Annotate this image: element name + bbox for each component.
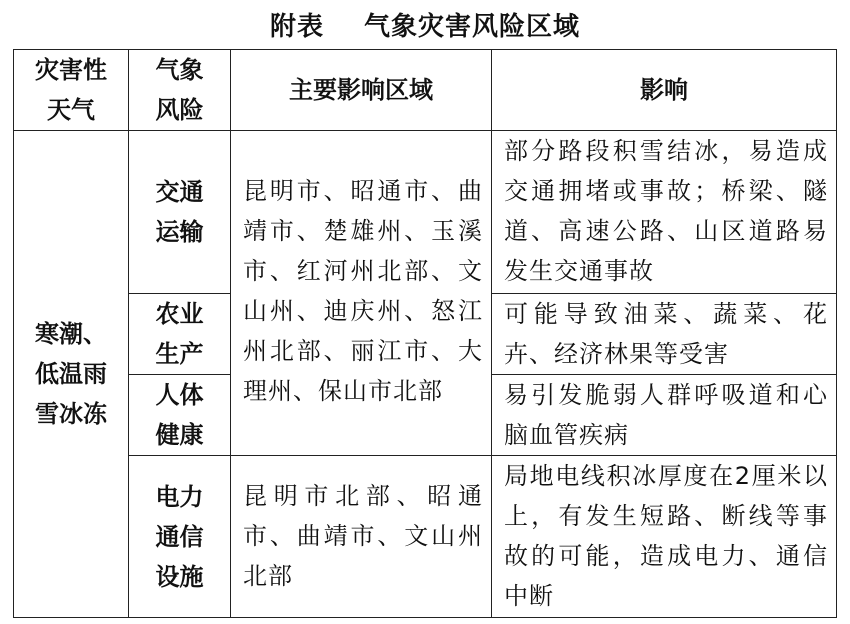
region-text: 昆明市北部、昭通市、曲靖市、文山州北部 [243,482,483,590]
impact-cell [492,131,837,294]
impact-text: 局地电线积冰厚度在2厘米以上，有发生短路、断线等事故的可能，造成电力、通信中断 [504,462,828,610]
risk-text: 农业生产 [155,300,204,368]
impact-cell [492,456,837,618]
risk-text: 人体健康 [155,381,204,449]
header-impact [492,50,837,131]
weather-type-text: 寒潮、低温雨雪冰冻 [35,320,107,428]
table-title-text: 气象灾害风险区域 [364,12,581,42]
risk-cell [129,131,231,294]
header-main-region-label: 主要影响区域 [289,76,433,104]
risk-cell [129,456,231,618]
impact-cell [492,294,837,375]
table-title-prefix: 附表 [269,12,324,42]
impact-text: 部分路段积雪结冰，易造成交通拥堵或事故；桥梁、隧道、高速公路、山区道路易发生交通事故 [504,137,828,285]
header-row [14,50,837,131]
header-meteorological-risk-label: 气象风险 [155,56,204,124]
risk-text: 交通运输 [155,178,204,246]
impact-text: 可能导致油菜、蔬菜、花卉、经济林果等受害 [504,300,828,368]
impact-cell [492,375,837,456]
region-cell [231,456,492,618]
impact-text: 易引发脆弱人群呼吸道和心脑血管疾病 [504,381,828,449]
risk-cell [129,375,231,456]
header-meteorological-risk [129,50,231,131]
risk-text: 电力通信设施 [155,482,204,591]
header-weather-type-label: 灾害性天气 [35,56,107,124]
header-impact-label: 影响 [640,76,688,104]
header-weather-type [14,50,129,131]
weather-type-cell [14,131,129,618]
header-main-region [231,50,492,131]
risk-cell [129,294,231,375]
region-text: 昆明市、昭通市、曲靖市、楚雄州、玉溪市、红河州北部、文山州、迪庆州、怒江州北部、丽江市、大理州、保山市北部 [243,177,483,405]
region-cell [231,131,492,456]
table-title [0,6,850,43]
risk-table [13,49,837,618]
table-row [14,131,837,294]
table-row [14,456,837,618]
